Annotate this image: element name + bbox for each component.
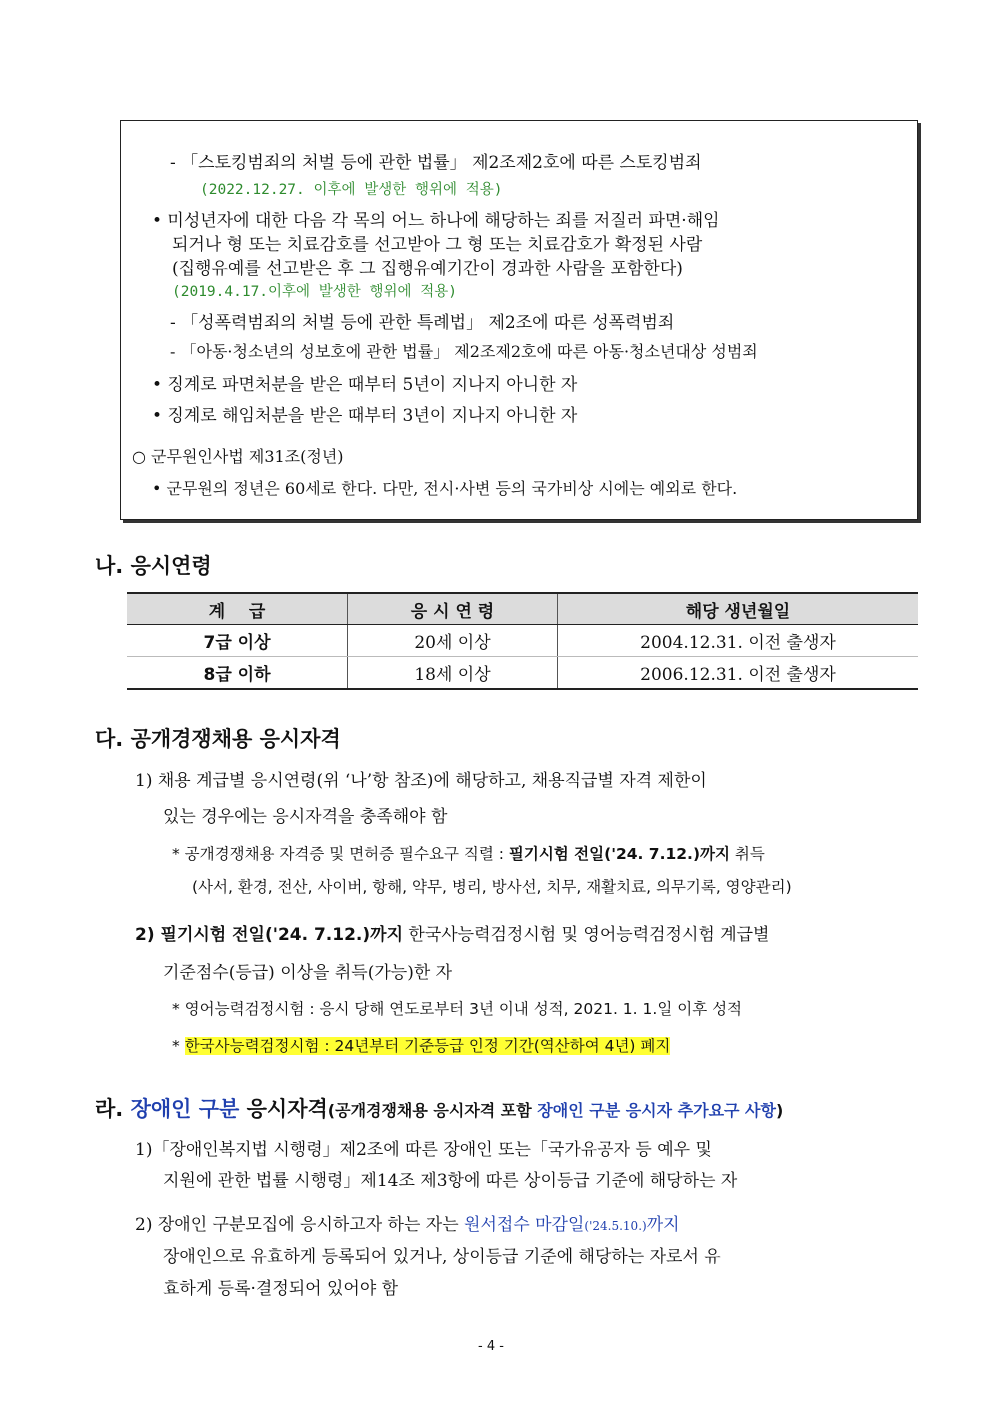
box-line-retirement-age: • 군무원의 정년은 60세로 한다. 다만, 전시·사변 등의 국가비상 시에는 예외로 한다. [152,479,738,498]
qual-note-korean-history [172,1034,670,1056]
box-note-2022: (2022.12.27. 이후에 발생한 행위에 적용) [200,182,503,198]
box-line-dismissal: • 징계로 파면처분을 받은 때부터 5년이 지나지 아니한 자 [152,375,578,395]
box-line-child-protection: - 「아동·청소년의 성보호에 관한 법률」 제2조제2호에 따른 아동·청소년대상 성범죄 [170,342,758,361]
qual-note-license [172,842,765,864]
qual-note-license-post: 취득 [729,845,765,863]
qual-item-2b: 기준점수(등급) 이상을 취득(가능)한 자 [163,963,453,983]
cell-age: 18세 이상 [348,657,558,690]
table-row [127,625,918,657]
box-line-minor-b: 되거나 형 또는 치료감호를 선고받아 그 형 또는 치료감호가 확정된 사람 [172,235,703,255]
disability-item-1b: 지원에 관한 법률 시행령」제14조 제3항에 따른 상이등급 기준에 해당하는 자 [163,1171,738,1191]
box-line-retirement-law: ○ 군무원인사법 제31조(정년) [132,447,344,466]
disability-title-extra: 장애인 구분 응시자 추가요구 사항 [537,1101,776,1120]
disability-item-2-pre: 2) 장애인 구분모집에 응시하고자 하는 자는 [135,1215,465,1235]
disability-title-mid: 응시자격 [239,1097,328,1121]
qual-note-korean-history-text: 한국사능력검정시험 : 24년부터 기준등급 인정 기간(역산하여 4년) 폐지 [184,1037,671,1055]
disability-item-2-until: 까지 [646,1215,680,1235]
qual-note-star: * [172,1037,185,1055]
header-birthdate: 해당 생년월일 [558,593,919,625]
qual-note-license-pre: * 공개경쟁채용 자격증 및 면허증 필수요구 직렬 : [172,845,509,863]
qual-note-english: * 영어능력검정시험 : 응시 당해 연도로부터 3년 이내 성적, 2021. 1. 1.일 이후 성적 [172,1000,743,1018]
qual-note-license-deadline: 필기시험 전일('24. 7.12.)까지 [508,845,730,863]
cell-grade: 7급 이상 [127,625,348,657]
disability-item-2-date: ('24.5.10.) [584,1219,647,1233]
section-qualification-title: 다. 공개경쟁채용 응시자격 [95,727,341,751]
disability-item-1a: 1)「장애인복지법 시행령」제2조에 따른 장애인 또는「국가유공자 등 예우 및 [135,1140,712,1160]
disability-item-2c: 효하게 등록·결정되어 있어야 함 [163,1279,399,1299]
disability-title-end: ) [775,1101,784,1120]
qual-item-2-deadline: 2) 필기시험 전일('24. 7.12.)까지 [135,925,403,945]
disability-title-prefix: 라. [95,1097,131,1121]
box-note-2019: (2019.4.17.이후에 발생한 행위에 적용) [172,284,458,300]
qual-note-license-list: (사서, 환경, 전산, 사이버, 항해, 약무, 병리, 방사선, 치무, 재활치료, 의무기록, 영양관리) [192,878,792,896]
box-line-minor-c: (집행유예를 선고받은 후 그 집행유예기간이 경과한 사람을 포함한다) [172,259,683,279]
section-age-title: 나. 응시연령 [95,554,212,578]
qual-item-1a: 1) 채용 계급별 응시연령(위 ‘나’항 참조)에 해당하고, 채용직급별 자격 제한이 [135,771,707,791]
cell-grade: 8급 이하 [127,657,348,690]
table-row [127,657,918,690]
qual-item-1b: 있는 경우에는 응시자격을 충족해야 함 [163,807,448,827]
box-line-sexual-violence: - 「성폭력범죄의 처벌 등에 관한 특례법」 제2조에 따른 성폭력범죄 [170,313,675,333]
disability-item-2b: 장애인으로 유효하게 등록되어 있거나, 상이등급 기준에 해당하는 자로서 유 [163,1247,721,1267]
qual-item-2-post: 한국사능력검정시험 및 영어능력검정시험 계급별 [403,925,770,945]
box-line-stalking: - 「스토킹범죄의 처벌 등에 관한 법률」 제2조제2호에 따른 스토킹범죄 [170,153,702,173]
page-number: - 4 - [478,1339,504,1354]
cell-birthdate: 2006.12.31. 이전 출생자 [558,657,919,690]
header-age: 응 시 연 령 [348,593,558,625]
disability-item-2a [135,1210,680,1235]
section-disability-title [95,1093,783,1123]
disability-title-paren: (공개경쟁채용 응시자격 포함 [327,1101,538,1120]
qual-item-2a [135,920,769,945]
box-line-minor-a: • 미성년자에 대한 다음 각 목의 어느 하나에 해당하는 죄를 저질러 파면·해임 [152,211,720,231]
table-header-row [127,593,918,625]
cell-birthdate: 2004.12.31. 이전 출생자 [558,625,919,657]
box-line-removal: • 징계로 해임처분을 받은 때부터 3년이 지나지 아니한 자 [152,406,578,426]
age-table [127,592,918,690]
header-grade: 계 급 [127,593,348,625]
disability-title-blue: 장애인 구분 [130,1097,240,1121]
disability-item-2-deadline: 원서접수 마감일 [464,1215,585,1235]
cell-age: 20세 이상 [348,625,558,657]
